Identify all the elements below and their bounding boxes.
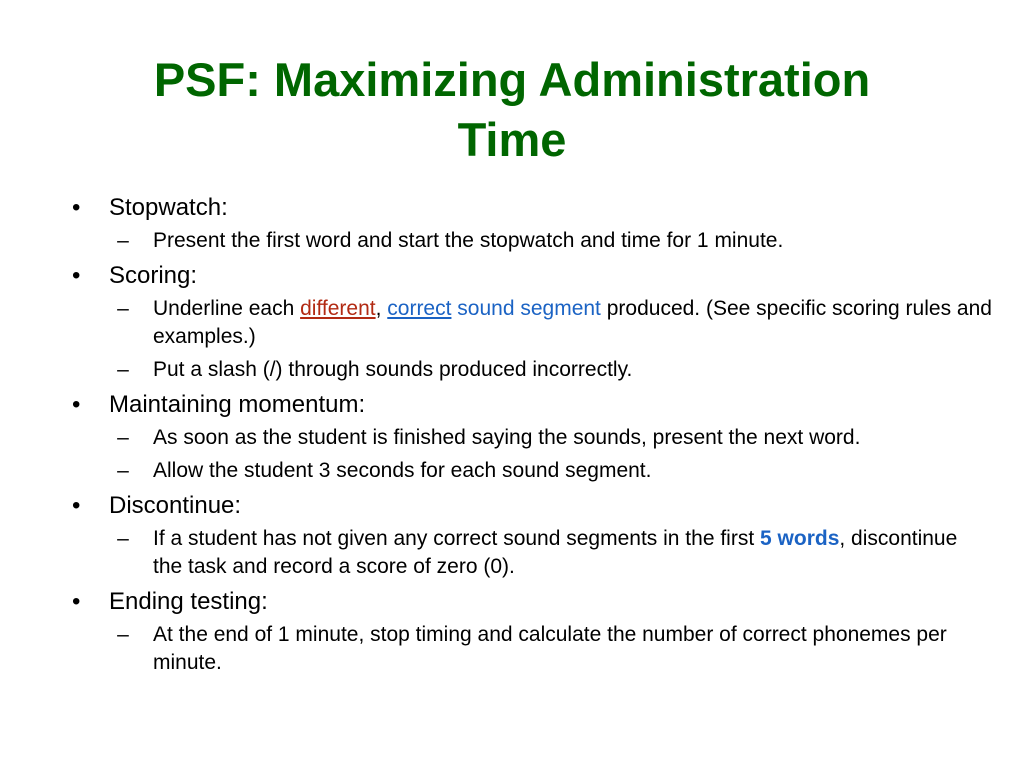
dash-icon: – [117, 459, 129, 482]
dash-icon: – [117, 527, 129, 550]
text-segment: If a student has not given any correct sound segments in the first [153, 527, 761, 550]
sub-item [109, 424, 992, 452]
dash-icon: – [117, 426, 129, 449]
sub-item [109, 295, 992, 351]
bullet-label: Ending testing: [109, 588, 268, 615]
dash-icon: – [117, 297, 129, 320]
bullet-ending-testing [72, 586, 992, 677]
text-segment: , [375, 297, 388, 320]
sub-item-text: At the end of 1 minute, stop timing and calculate the number of correct phonemes per minute. [153, 623, 947, 674]
bullet-label: Maintaining momentum: [109, 391, 366, 418]
sub-list [109, 525, 992, 581]
sub-list [109, 227, 992, 255]
sub-item [109, 525, 992, 581]
sub-item-text: Allow the student 3 seconds for each sound segment. [153, 459, 652, 482]
bullet-label: Stopwatch: [109, 194, 228, 221]
sub-item-text: Put a slash (/) through sounds produced incorrectly. [153, 358, 633, 381]
slide-title [100, 50, 924, 170]
sub-item-text: As soon as the student is finished saying the sounds, present the next word. [153, 426, 861, 449]
dash-icon: – [117, 358, 129, 381]
sub-item [109, 621, 992, 677]
bullet-dot-icon: • [72, 262, 81, 289]
bullet-scoring [72, 260, 992, 384]
emphasis-correct: correct [387, 297, 452, 320]
dash-icon: – [117, 623, 129, 646]
text-segment: Underline each [153, 297, 301, 320]
sub-item [109, 227, 992, 255]
bullet-label: Scoring: [109, 262, 198, 289]
sub-list [109, 295, 992, 384]
sub-list [109, 424, 992, 485]
emphasis-sound-segment: sound segment [457, 297, 601, 320]
slide-title-line-1: PSF: Maximizing Administration [153, 53, 871, 106]
emphasis-5-words: 5 words [760, 527, 840, 550]
bullet-dot-icon: • [72, 391, 81, 418]
bullet-list [72, 192, 992, 682]
bullet-dot-icon: • [72, 194, 81, 221]
sub-item [109, 457, 992, 485]
bullet-maintaining-momentum [72, 389, 992, 485]
bullet-dot-icon: • [72, 492, 81, 519]
bullet-stopwatch [72, 192, 992, 255]
sub-list [109, 621, 992, 677]
emphasis-different: different [300, 297, 376, 320]
bullet-label: Discontinue: [109, 492, 242, 519]
slide-title-line-2: Time [457, 113, 567, 166]
sub-item [109, 356, 992, 384]
sub-item-text: Present the first word and start the stopwatch and time for 1 minute. [153, 229, 784, 252]
text-segment: produced. (See specific scoring rules and examples.) [153, 297, 992, 348]
dash-icon: – [117, 229, 129, 252]
bullet-dot-icon: • [72, 588, 81, 615]
sub-item-text [153, 527, 957, 578]
bullet-discontinue [72, 490, 992, 581]
text-segment: , discontinue the task and record a score of zero (0). [153, 527, 958, 578]
sub-item-text [153, 297, 992, 348]
